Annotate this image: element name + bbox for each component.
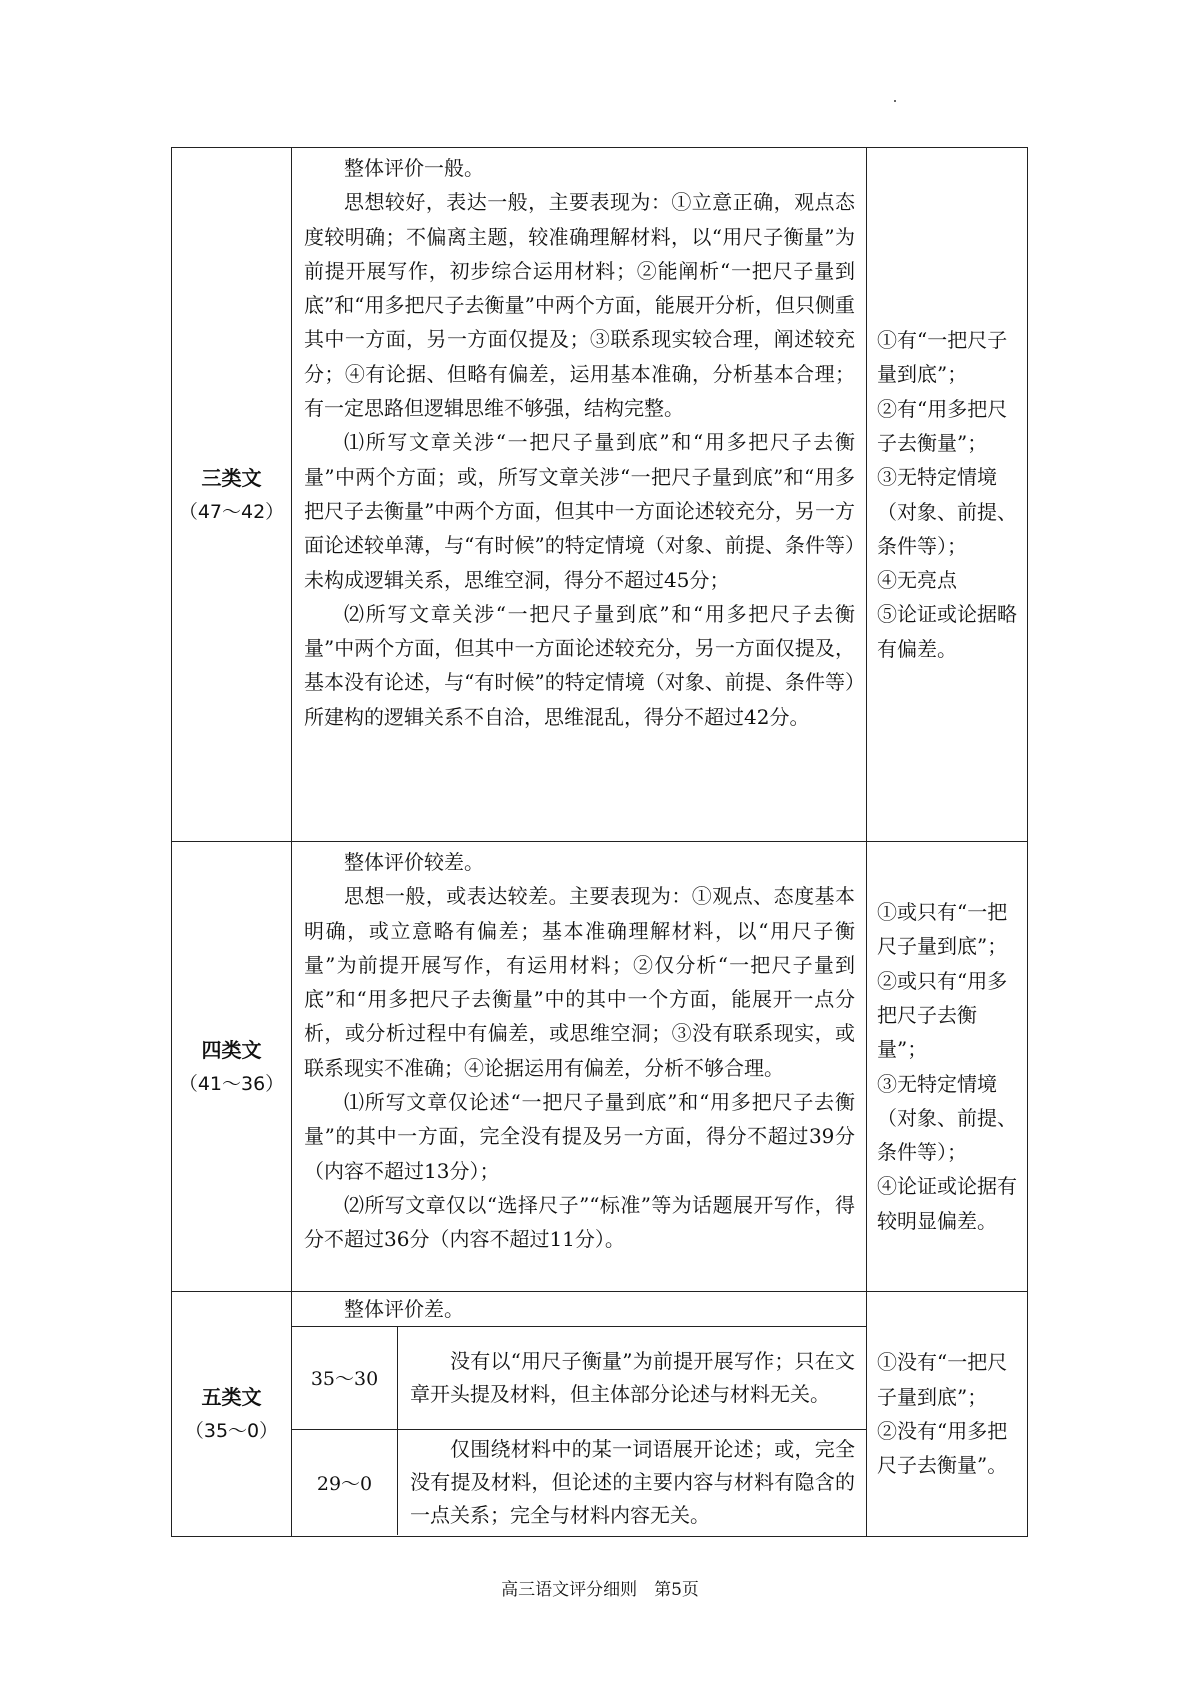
table-row <box>292 1429 866 1535</box>
table-row-category-5 <box>172 1292 1028 1537</box>
category-description-cell <box>292 842 867 1292</box>
category-score-range: （41～36） <box>178 1072 285 1095</box>
category-name: 五类文 <box>201 1385 262 1409</box>
table-row-category-4 <box>172 842 1028 1292</box>
note-item: ①没有“一把尺子量到底”； <box>877 1350 1008 1409</box>
category-description-cell <box>292 148 867 842</box>
sub-score-range: 35～30 <box>292 1327 398 1429</box>
category-notes-cell <box>867 148 1028 842</box>
sub-score-description: 没有以“用尺子衡量”为前提开展写作；只在文章开头提及材料，但主体部分论述与材料无关。 <box>398 1327 867 1429</box>
rule-item-1: ⑴所写文章关涉“一把尺子量到底”和“用多把尺子去衡量”中两个方面；或，所写文章关涉“一把尺子量到底”和“用多把尺子去衡量”中两个方面，但其中一方面论述较充分，另一方面论述较单薄，与“有时候”的特定情境（对象、前提、条件等）未构成逻辑关系，思维空洞，得分不超过45分； <box>304 430 855 592</box>
note-item: ②有“用多把尺子去衡量”； <box>877 396 1008 455</box>
category-label-cell <box>172 148 292 842</box>
overall-evaluation: 整体评价一般。 <box>344 156 484 180</box>
note-item: ⑤论证或论据略有偏差。 <box>877 602 1017 661</box>
main-performance: 思想一般，或表达较差。主要表现为：①观点、态度基本明确，或立意略有偏差；基本准确理解材料，以“用尺子衡量”为前提开展写作，有运用材料；②仅分析“一把尺子量到底”和“用多把尺子去衡量”中的其中一个方面，能展开一点分析，或分析过程中有偏差，或思维空洞；③没有联系现实，或联系现实不准确；④论据运用有偏差，分析不够合理。 <box>304 884 855 1080</box>
category-score-range: （47～42） <box>178 500 285 523</box>
category-label-cell <box>172 842 292 1292</box>
category-name: 四类文 <box>201 1037 262 1062</box>
note-item: ③无特定情境（对象、前提、条件等）； <box>877 1071 1017 1165</box>
overall-evaluation: 整体评价差。 <box>292 1292 866 1327</box>
note-item: ②没有“用多把尺子去衡量”。 <box>877 1419 1008 1478</box>
category-label-cell <box>172 1292 292 1537</box>
note-item: ④无亮点 <box>877 568 957 593</box>
table-row-category-3 <box>172 148 1028 842</box>
page-dot-mark <box>894 100 896 102</box>
sub-score-range: 29～0 <box>292 1429 398 1535</box>
grading-table <box>171 147 1028 1537</box>
category-name: 三类文 <box>201 465 262 490</box>
category-notes-cell <box>867 842 1028 1292</box>
rule-item-2: ⑵所写文章仅以“选择尺子”“标准”等为话题展开写作，得分不超过36分（内容不超过11分）。 <box>304 1192 855 1252</box>
page-footer: 高三语文评分细则 第5页 <box>501 1580 699 1600</box>
rule-item-1: ⑴所写文章仅论述“一把尺子量到底”和“用多把尺子去衡量”的其中一方面，完全没有提及另一方面，得分不超过39分（内容不超过13分）； <box>304 1090 855 1183</box>
score-subtable <box>292 1327 866 1535</box>
note-item: ④论证或论据有较明显偏差。 <box>877 1174 1017 1233</box>
category-score-range: （35～0） <box>184 1420 279 1442</box>
sub-score-description: 仅围绕材料中的某一词语展开论述；或，完全没有提及材料，但论述的主要内容与材料有隐含的一点关系；完全与材料内容无关。 <box>410 1436 855 1527</box>
main-performance: 思想较好，表达一般，主要表现为：①立意正确，观点态度较明确；不偏离主题，较准确理解材料，以“用尺子衡量”为前提开展写作，初步综合运用材料；②能阐析“一把尺子量到底”和“用多把尺子去衡量”中两个方面，能展开分析，但只侧重其中一方面，另一方面仅提及；③联系现实较合理，阐述较充分；④有论据、但略有偏差，运用基本准确，分析基本合理；有一定思路但逻辑思维不够强，结构完整。 <box>304 190 855 421</box>
overall-evaluation: 整体评价较差。 <box>344 850 484 874</box>
note-item: ②或只有“用多把尺子去衡量”； <box>877 968 1008 1062</box>
note-item: ③无特定情境（对象、前提、条件等）； <box>877 465 1017 558</box>
table-row <box>292 1327 866 1429</box>
rule-item-2: ⑵所写文章关涉“一把尺子量到底”和“用多把尺子去衡量”中两个方面，但其中一方面论述较充分，另一方面仅提及，基本没有论述，与“有时候”的特定情境（对象、前提、条件等）所建构的逻辑关系不自洽，思维混乱，得分不超过42分。 <box>304 601 855 729</box>
note-item: ①有“一把尺子量到底”； <box>877 328 1008 387</box>
note-item: ①或只有“一把尺子量到底”； <box>877 900 1008 959</box>
category-description-cell <box>292 1292 867 1537</box>
category-notes-cell <box>867 1292 1028 1537</box>
